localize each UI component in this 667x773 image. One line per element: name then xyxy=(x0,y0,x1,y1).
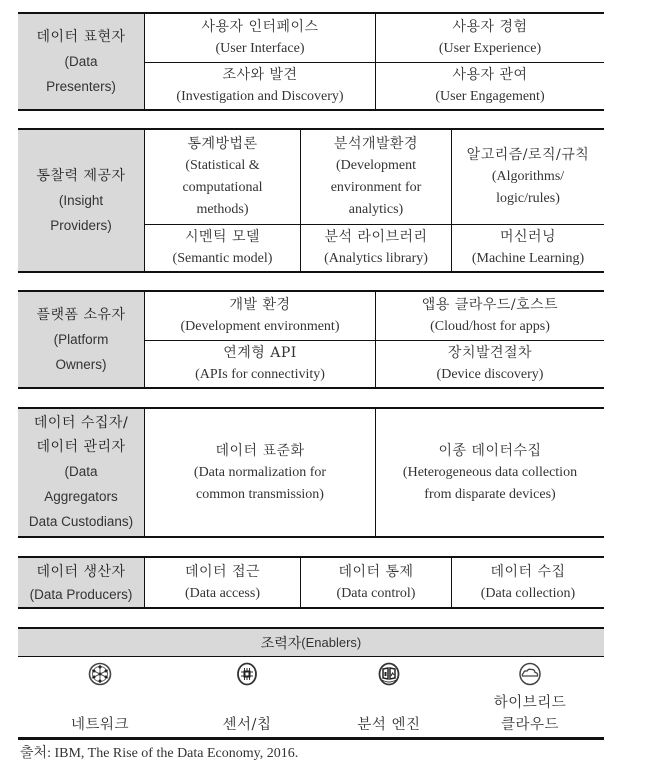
cell-en: (User Engagement) xyxy=(435,89,545,104)
cell-ko: 연계형 API xyxy=(223,345,297,361)
cell-ko: 조사와 발견 xyxy=(222,67,298,83)
source-text: : IBM, The Rise of the Data Economy, 2016. xyxy=(47,746,299,761)
source-citation xyxy=(20,742,298,762)
cell-en: (User Interface) xyxy=(215,41,305,56)
label-ko: 통찰력 제공자 xyxy=(36,167,126,184)
enablers-title-en: (Enablers) xyxy=(301,635,362,650)
enabler-label-line: 하이브리드 xyxy=(493,695,567,711)
enablers-header xyxy=(18,627,604,657)
cell-statistical-methods xyxy=(145,130,300,224)
label-en: (Insight xyxy=(58,192,104,208)
label-en: (Data xyxy=(64,464,98,479)
label-ko: 데이터 관리자 xyxy=(36,439,126,455)
cell-ko: 앱용 클라우드/호스트 xyxy=(421,297,559,313)
cell-en: (Data control) xyxy=(336,585,416,601)
data-aggregators-block xyxy=(18,407,604,538)
cell-en: (Cloud/host for apps) xyxy=(430,319,550,334)
cell-en: logic/rules) xyxy=(496,191,560,206)
label-en: Presenters) xyxy=(46,78,116,94)
label-ko: 데이터 수집자/ xyxy=(33,415,129,431)
cell-machine-learning xyxy=(451,224,604,271)
cell-ko: 머신러닝 xyxy=(499,229,557,245)
source-prefix: 출처 xyxy=(20,745,48,761)
data-presenters-block xyxy=(18,12,604,111)
cell-en: computational xyxy=(182,180,263,195)
insight-providers-block xyxy=(18,128,604,273)
chip-icon xyxy=(235,662,259,686)
label-ko: 데이터 생산자 xyxy=(36,563,126,580)
label-ko: 플랫폼 소유자 xyxy=(36,306,126,323)
cell-en: methods) xyxy=(196,202,249,217)
cell-en: (Analytics library) xyxy=(324,251,428,266)
cell-en: (Semantic model) xyxy=(172,251,273,266)
cell-data-collection xyxy=(451,558,604,607)
cell-ko: 사용자 경험 xyxy=(452,19,528,35)
cell-en: (User Experience) xyxy=(438,41,542,56)
label-ko: 데이터 표현자 xyxy=(36,28,126,45)
cell-en: from disparate devices) xyxy=(424,486,556,502)
cell-ko: 개발 환경 xyxy=(229,297,291,313)
cell-ko: 이종 데이터수집 xyxy=(438,442,542,459)
data-producers-label xyxy=(18,558,145,607)
enabler-network xyxy=(40,660,160,736)
cell-data-access xyxy=(145,558,300,607)
cell-ko: 사용자 관여 xyxy=(452,67,528,83)
platform-owners-block xyxy=(18,290,604,389)
cell-investigation-discovery xyxy=(145,62,375,109)
cell-dev-environment-analytics xyxy=(300,130,451,224)
cell-en: (Data access) xyxy=(184,585,260,601)
cell-en: (Device discovery) xyxy=(436,367,544,382)
enabler-hybrid-cloud xyxy=(470,660,590,736)
enabler-label: 네트워크 xyxy=(70,717,130,733)
cell-ko: 시멘틱 모델 xyxy=(184,229,261,245)
label-en: Data Custodians) xyxy=(28,514,134,529)
cell-en: (APIs for connectivity) xyxy=(195,367,325,382)
cell-algorithms xyxy=(451,130,604,224)
cell-ko: 통계방법론 xyxy=(187,136,258,152)
enabler-label: 센서/칩 xyxy=(222,717,272,733)
cell-heterogeneous-collection xyxy=(375,409,604,536)
cell-ko: 데이터 표준화 xyxy=(215,442,305,459)
cell-en: (Data normalization for xyxy=(193,464,327,480)
label-en: Providers) xyxy=(50,217,112,233)
cell-en: common transmission) xyxy=(196,486,324,502)
cell-ko: 분석개발환경 xyxy=(333,136,419,152)
cell-development-environment xyxy=(145,292,375,340)
label-en: (Data Producers) xyxy=(29,586,133,602)
data-aggregators-label xyxy=(18,409,145,536)
cell-apis-connectivity xyxy=(145,340,375,387)
enabler-label-line: 클라우드 xyxy=(500,717,559,733)
cell-user-interface xyxy=(145,14,375,62)
cell-analytics-library xyxy=(300,224,451,271)
cell-en: (Statistical & xyxy=(185,158,260,173)
enabler-label xyxy=(494,692,567,736)
enablers-title-ko: 조력자 xyxy=(260,635,302,652)
cloud-icon xyxy=(518,662,542,686)
cell-en: (Investigation and Discovery) xyxy=(176,89,344,104)
cell-en: (Algorithms/ xyxy=(491,169,565,184)
data-presenters-label xyxy=(18,14,145,109)
data-producers-block xyxy=(18,556,604,609)
cell-ko: 알고리즘/로직/규칙 xyxy=(466,147,590,163)
cell-en: (Development xyxy=(335,158,417,173)
label-en: (Platform xyxy=(53,331,109,347)
label-en: (Data xyxy=(64,53,98,69)
cell-data-normalization xyxy=(145,409,375,536)
enablers-bottom-rule xyxy=(18,737,604,740)
network-icon xyxy=(88,662,112,686)
cell-semantic-model xyxy=(145,224,300,271)
cell-en: (Heterogeneous data collection xyxy=(402,464,578,480)
enabler-label: 분석 엔진 xyxy=(357,717,421,733)
cell-ko: 데이터 통제 xyxy=(338,563,414,580)
cell-en: environment for xyxy=(330,180,422,195)
cell-en: (Development environment) xyxy=(180,319,340,334)
cell-ko: 데이터 접근 xyxy=(184,563,261,580)
cell-user-experience xyxy=(375,14,604,62)
cell-ko: 사용자 인터페이스 xyxy=(201,19,319,35)
cell-user-engagement xyxy=(375,62,604,109)
cell-ko: 데이터 수집 xyxy=(490,563,566,580)
platform-owners-label xyxy=(18,292,145,387)
enabler-sensor-chip xyxy=(187,660,307,736)
label-en: Owners) xyxy=(55,356,107,372)
cell-ko: 분석 라이브러리 xyxy=(324,229,428,245)
cell-cloud-host xyxy=(375,292,604,340)
analytics-engine-icon xyxy=(377,662,401,686)
insight-providers-label xyxy=(18,130,145,271)
cell-en: (Machine Learning) xyxy=(471,251,585,266)
label-en: Aggregators xyxy=(44,489,118,504)
cell-device-discovery xyxy=(375,340,604,387)
enabler-analytics-engine xyxy=(329,660,449,736)
cell-en: (Data collection) xyxy=(480,585,576,601)
cell-en: analytics) xyxy=(348,202,404,217)
cell-ko: 장치발견절차 xyxy=(447,345,533,361)
cell-data-control xyxy=(300,558,451,607)
